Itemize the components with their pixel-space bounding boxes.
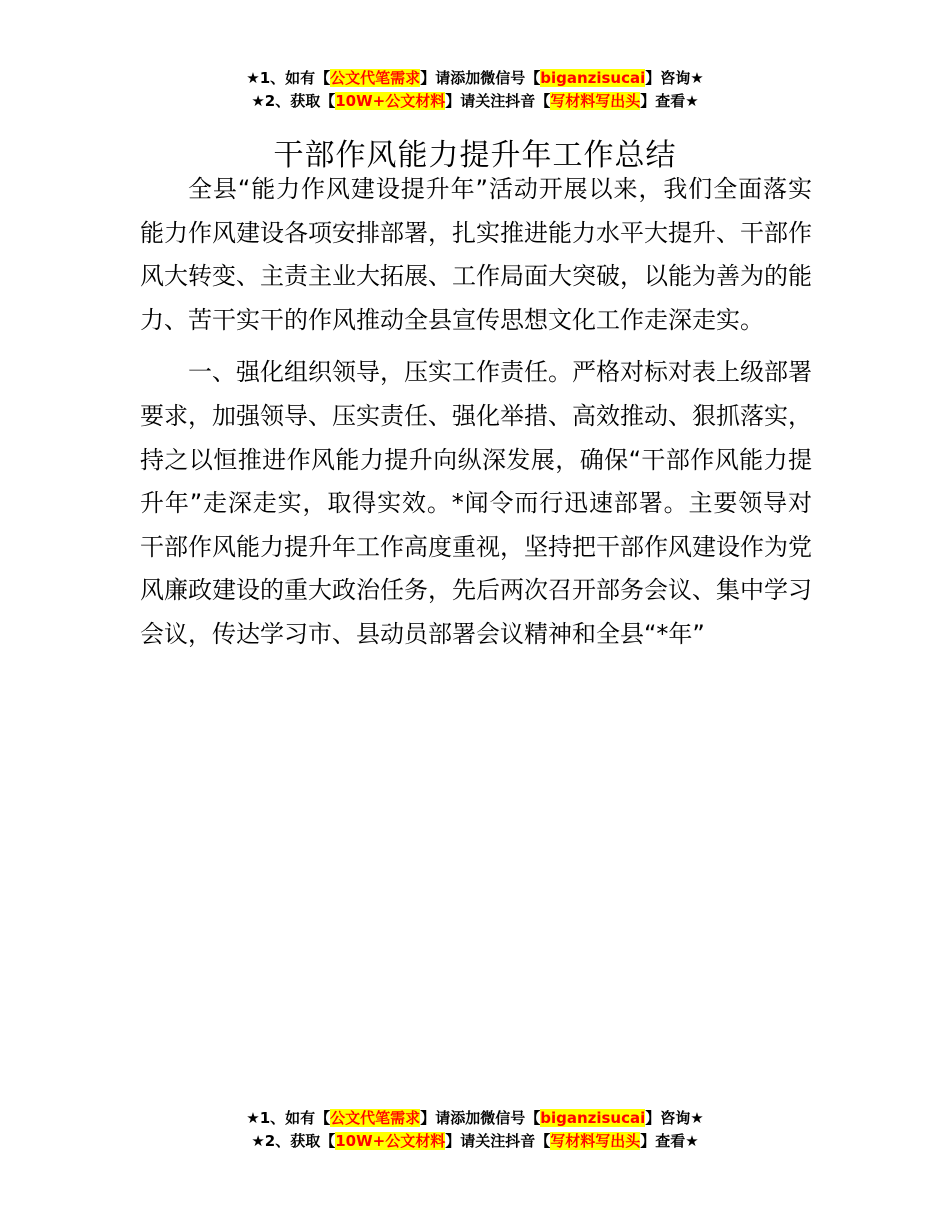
banner-text: 】请添加微信号【 xyxy=(420,1109,541,1127)
document-body xyxy=(140,168,812,666)
banner-line-1 xyxy=(0,67,950,90)
banner-text: ★1、如有【 xyxy=(246,1109,331,1127)
banner-text: ★2、获取【 xyxy=(251,92,336,110)
banner-text: 】请添加微信号【 xyxy=(420,69,541,87)
banner-highlight: 公文代笔需求 xyxy=(330,69,421,87)
banner-text: 】咨询★ xyxy=(645,1109,704,1127)
banner-text: 】请关注抖音【 xyxy=(445,92,551,110)
footer-banner xyxy=(0,1107,950,1153)
banner-highlight: biganzisucai xyxy=(540,69,646,87)
banner-highlight: 写材料写出头 xyxy=(550,1132,641,1150)
banner-text: 】查看★ xyxy=(640,92,699,110)
banner-line-2 xyxy=(0,1130,950,1153)
banner-line-1 xyxy=(0,1107,950,1130)
banner-text: ★1、如有【 xyxy=(246,69,331,87)
banner-highlight: 写材料写出头 xyxy=(550,92,641,110)
banner-text: 】查看★ xyxy=(640,1132,699,1150)
banner-text: 】请关注抖音【 xyxy=(445,1132,551,1150)
banner-line-2 xyxy=(0,90,950,113)
banner-highlight: 公文代笔需求 xyxy=(330,1109,421,1127)
banner-text: 】咨询★ xyxy=(645,69,704,87)
paragraph-intro: 全县“能力作风建设提升年”活动开展以来，我们全面落实能力作风建设各项安排部署，扎实推进能力水平大提升、干部作风大转变、主责主业大拓展、工作局面大突破，以能为善为的能力、苦干实干的作风推动全县宣传思想文化工作走深走实。 xyxy=(140,175,812,334)
paragraph-section-1: 一、强化组织领导，压实工作责任。严格对标对表上级部署要求，加强领导、压实责任、强化举措、高效推动、狠抓落实，持之以恒推进作风能力提升向纵深发展，确保“干部作风能力提升年”走深走实，取得实效。*闻令而行迅速部署。主要领导对干部作风能力提升年工作高度重视，坚持把干部作风建设作为党风廉政建设的重大政治任务，先后两次召开部务会议、集中学习会议，传达学习市、县动员部署会议精神和全县“*年” xyxy=(140,358,812,648)
document-title: 干部作风能力提升年工作总结 xyxy=(273,138,677,174)
header-banner xyxy=(0,67,950,113)
banner-text: ★2、获取【 xyxy=(251,1132,336,1150)
banner-highlight: 10W+公文材料 xyxy=(335,92,446,110)
banner-highlight: biganzisucai xyxy=(540,1109,646,1127)
banner-highlight: 10W+公文材料 xyxy=(335,1132,446,1150)
